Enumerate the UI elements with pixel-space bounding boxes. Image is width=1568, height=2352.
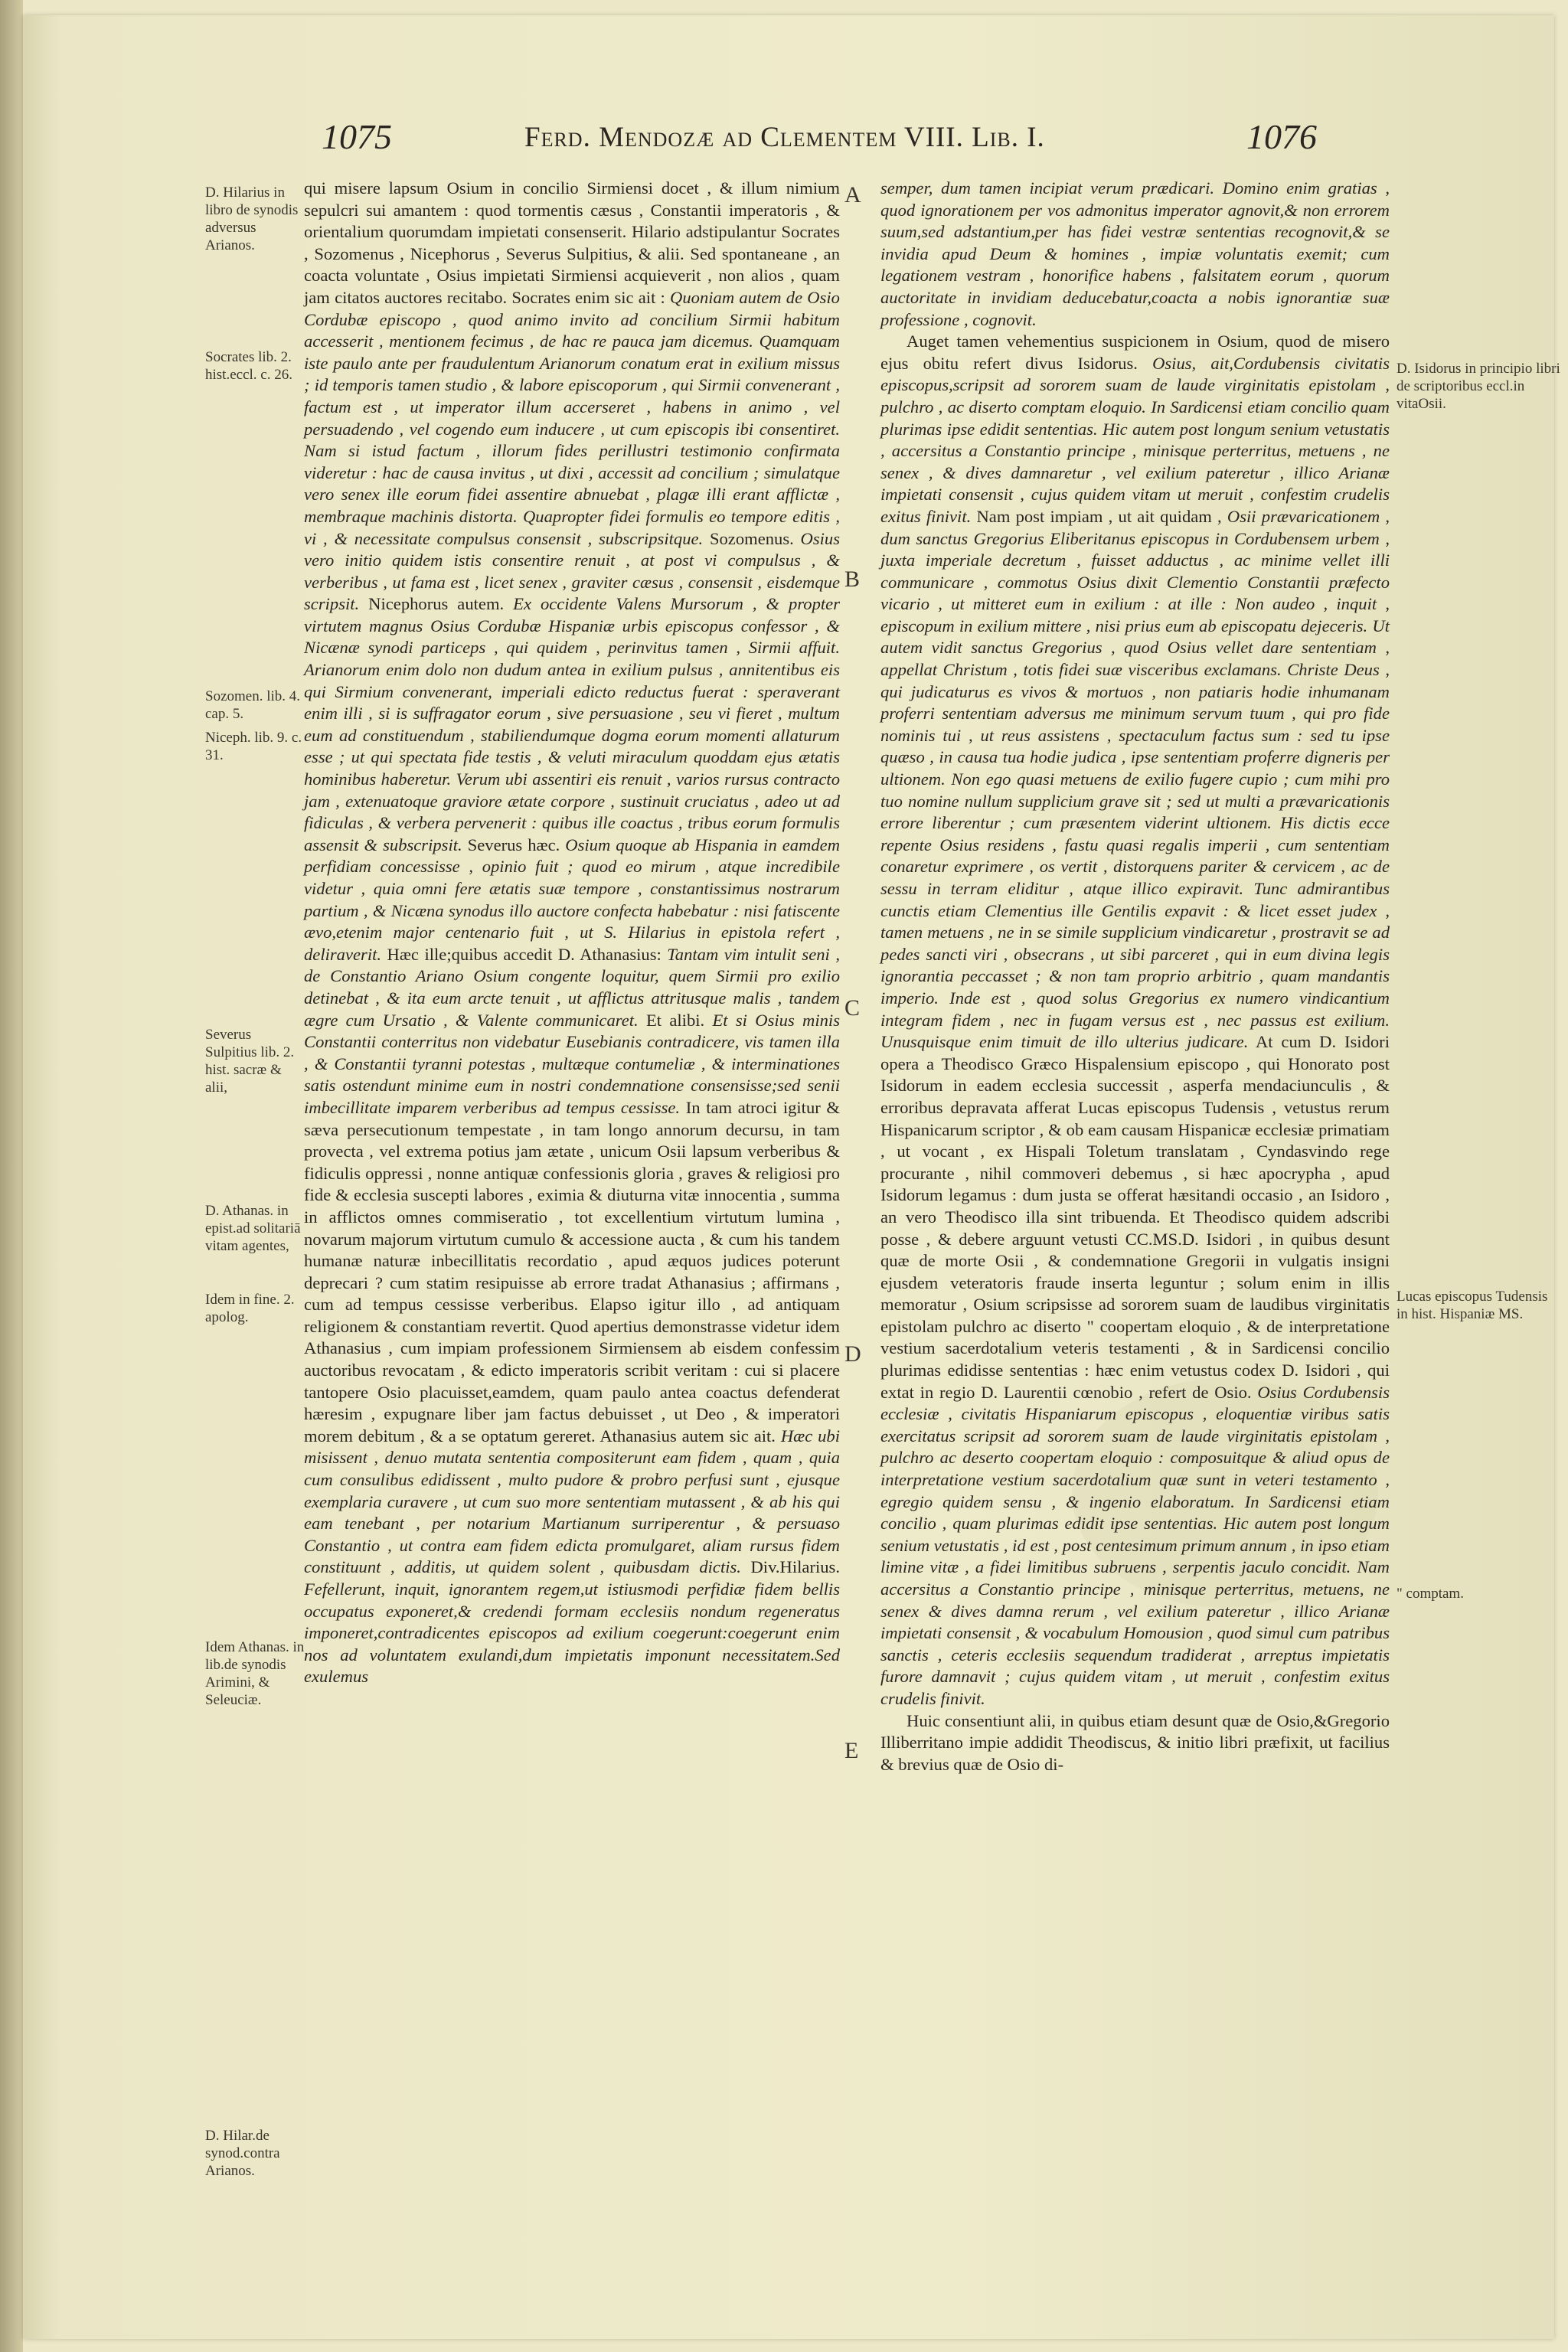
quotation: semper, dum tamen incipiat verum prædicari. Domino enim gratias , quod ignorationem per vos admonitus imperator agnovit,& non errorem suum,sed adstantium,per has fidei vestræ sententias recognovit,& se invidia apud Deum & homines , impiæ voluntatis exemit; cum legationem vestram , honorifice habens , falsitatem eorum , quorum auctoritate in invidiam deducebatur,coacta a nobis ignorantiæ suæ professione , cognovit. (880, 178, 1390, 329)
margin-note: Sozomen. lib. 4. cap. 5. (205, 688, 301, 722)
text-run: In tam atroci igitur & sæva persecutionum tempestate , in tam longo annorum decursu, in tam provecta , vel extrema potius jam ætate , unicum Osii lapsum verberibus & fidiculis oppressi , nonne antiquæ confessionis gloria , graves & religiosi pro fide & ecclesia suscepti labores , eximia & diuturna vitæ innocentia , summa in afflictos omnes commiseratio , tot excellentium virtutum lumina , novarum majorum virtutum cumulo & accessione aucta , & cum his tandem humanæ naturæ inbecillitatis recordatio , apud æquos judices poterunt deprecari ? cum statim resipuisse ab errore tradat Athanasius ; affirmans , cum ad tempus cessisse verberibus. Elapso igitur illo , ad antiquam religionem & constantiam revertit. Quod apertius demonstrasse videtur idem Athanasius , cum impiam professionem Sirmiensem ab eisdem confessim auctoribus revocatam , & edicto imperatoris scribit veritam : cui si placere tantopere Osio placuisset,eamdem, quam paulo antea coactus defenderat hæresim , expugnare liber jam factus debuisset , ut Deo , & imperatori morem debitum , & a se optatum gereret. Athanasius autem sic ait. (304, 1097, 841, 1446)
quotation: Osius, ait,Cordubensis civitatis episcopus,scripsit ad sororem suam de laude virginitatis epistolam , pulchro , ac diserto comptam eloquio. In Sardicensi etiam concilio quam plurimas ipse edidit sententias. Hic autem post longum senium vetustatis , accersitus a Constantio principe , minisque perterritus, metuens , ne senex , & dives damnaretur , vel exilium pateretur , illico Arianæ impietati consensit , cujus quidem vitam ut meruit , confestim crudelis exitus finivit. (880, 353, 1390, 526)
quotation: Osius Cordubensis ecclesiæ , civitatis Hispaniarum episcopus , eloquentiæ viribus satis exercitatus scripsit ad sororem suam de laude virginitatis epistolam , pulchro ac deserto coopertam eloquio : composuitque & aliud opus de interpretatione vestium sacerdotalium quæ sunt in veteri testamento , egregio quidem sensu , & ingenio elaboratum. In Sardicensi etiam concilio , quam plurimas edidit ipse sententias. Hic autem post longum senium vetustatis , id est , post centesimum primum annum , in ipso etiam limine vitæ , a fidei limitibus subruens , serpentis jaculo concidit. Nam accersitus a Constantio principe , minisque perterritus, metuens, ne senex & dives damna rerum , vel exilium pateretur , illico Arianæ impietati consensit , & vocabulum Homousion , quod simul cum patribus sanctis , ceteris ecclesiis sequendum tradiderat , arreptus impietatis furore damnavit ; cujus quidem vitam , ut meruit , confestim exitus crudelis finivit. (880, 1382, 1390, 1708)
paragraph (304, 178, 840, 1688)
text-run: Div.Hilarius. (750, 1557, 840, 1577)
margin-note: Niceph. lib. 9. c. 31. (205, 730, 302, 763)
quotation: Hæc ubi misissent , denuo mutata sententia compositerunt eam fidem , quam , quia cum consulibus edidissent , multo pudore & probro perfusi sunt , ejusque exemplaria curavere , ut cum suo more sententiam mutassent , & ab his qui eam tenebant , per notarium Martianum surriperentur , & persuaso Constantio , ut contra eam fidem edicta promulgaret, aliam rursus fidem constituunt , additis, ut quidem solent , quibusdam dictis. (304, 1426, 840, 1577)
margin-note: D. Athanas. in epist.ad solitariā vitam agentes, (205, 1203, 301, 1254)
quotation: Et si Osius minis Constantii conterritus non videbatur Eusebianis contradicere, vis tamen illa , & Constantii tyranni potestas , multæque contumeliæ , & interminationes satis ostendunt minime eum in nostri condemnatione consensisse;sed senii imbecillitate imparem verberibus ad tempus cessisse. (304, 1010, 841, 1117)
book-gutter (0, 0, 23, 2352)
running-title: Ferd. Mendozæ ad Clementem VIII. Lib. I. (524, 122, 1045, 153)
text-run: Auget tamen vehementius suspicionem in Osium, quod de misero ejus obitu refert divus Isidorus. (880, 332, 1390, 373)
text-run: Nicephorus autem. (368, 594, 505, 614)
text-run: Severus hæc. (467, 835, 560, 854)
margin-note: D. Isidorus in principio libri de scriptoribus eccl.in vitaOsii. (1396, 361, 1560, 412)
section-letter: A (844, 182, 861, 207)
margin-note: Socrates lib. 2. hist.eccl. c. 26. (205, 349, 292, 383)
section-letter: D (844, 1341, 861, 1367)
margin-note: Idem in fine. 2. apolog. (205, 1292, 295, 1325)
margin-note: " comptam. (1396, 1586, 1464, 1602)
text-column-left (304, 178, 840, 1688)
quotation: Tantam vim intulit seni , de Constantio Ariano Osium congente loquitur, quem Sirmii pro exilio detinebat , & ita eum arcte tenuit , ut afflictus attritusque malis , tandem ægre cum Ursatio , & Valente communicaret. (304, 944, 840, 1030)
margin-note: Idem Athanas. in lib.de synodis Arimini, & Seleuciæ. (205, 1639, 305, 1708)
margin-note: D. Hilar.de synod.contra Arianos. (205, 2128, 280, 2179)
page-number-right: 1076 (1246, 117, 1317, 156)
paragraph (880, 178, 1390, 331)
text-column-right (880, 178, 1390, 1775)
margin-note: Severus Sulpitius lib. 2. hist. sacræ & alii, (205, 1027, 295, 1096)
quotation: Quoniam autem de Osio Cordubæ episcopo , quod animo invito ad concilium Sirmii habitum accesserit , mentionem fecimus , de hac re pauca jam dicemus. Quamquam iste paulo ante per fraudulentum Arianorum conatum erat in exilium missus ; id temporis tamen studio , & labore episcoporum , qui Sirmii convenerant , factum est , ut imperator illum accerseret , habens in animo , vel persuadendo , vel cogendo eum inducere , ut cum episcopis ibi consentiret. Nam si istud factum , illorum fides perillustri testimonio confirmata videretur : hac de causa invitus , ut dixi , accessit ad concilium ; simulatque vero senex ille eorum fidei assentire abnuebat , plagæ illi erant afflictæ , membraque machinis distorta. Quapropter fidei formulis eo tempore editis , vi , & necessitate compulsus consensit , subscripsitque. (304, 287, 840, 548)
running-header (322, 116, 1317, 162)
text-run: Hæc ille;quibus accedit D. Athanasius: (387, 944, 662, 964)
quotation: Osius vero initio quidem istis consentire renuit , at post vi compulsus , & verberibus , ut fama est , licet senex , graviter cæsus , consensit , eisdemque scripsit. (304, 528, 840, 614)
quotation: Ex occidente Valens Mursorum , & propter virtutem magnus Osius Cordubæ Hispaniæ urbis episcopus confessor , & Nicænæ synodi particeps , qui quidem , perinvitus tamen , Sirmii affuit. Arianorum enim dolo non dudum antea in exilium pulsus , annitentibus eis qui Sirmium convenerant, imperiali edicto reductus fuerat : speraverant enim illi , si is suffragator eorum , sive persuasione , seu vi fieret , multum eum ad constituendum , stabiliendumque dogma eorum momenti allaturum esse ; ut qui spectata fide testis , & veluti miraculum quoddam ejus ætatis hominibus haberetur. Verum ubi assentiri eis renuit , varios rursus contracto jam , extenuatoque graviore ætate corpore , sustinuit cruciatus , adeo ut ad fidiculas , & verbera pervenerit : quibus ille coactus , tribus eorum formulis assensit & subscripsit. (304, 594, 840, 854)
margin-note: D. Hilarius in libro de synodis adversus Arianos. (205, 185, 299, 253)
paragraph (880, 1710, 1390, 1776)
text-run: At cum D. Isidori opera a Theodisco Græco Hispalensium episcopo , qui Honorato post Isidorum in eadem ecclesia successit , asperfa mendaciunculis , & erroribus depravata afferat Lucas episcopus Tudensis , vetustus rerum Hispanicarum scriptor , & ob eam causam Hispanicæ ecclesiæ primatiam , ut vocant , ex Hispali Toletum translatam , Cyndasvindo rege procurante , nihil commoveri debemus , si hæc apocrypha , apud Isidorum legamus : dum justa se offerat hæsitandi occasio , an Isidoro , an vero Theodisco illa sint tribuenda. Et Theodisco quidem adscribi posse , & debere arguunt vetusti CC.MS.D. Isidori , in quibus desunt quæ de morte Osii , & condemnatione Gregorii in vulgatis insigni ejusdem veteratoris fraude inserta leguntur ; solum enim in illis memoratur , Osium scripsisse ad sororem suam de laudibus virginitatis epistolam pulchro ac diserto " coopertam eloquio , & de interpretatione vestium sacerdotalium veteris testamenti , & in Sardicensi concilio plurimas edidisse sententias : hæc enim vetustus codex D. Isidori , qui extat in regio D. Laurentii cœnobio , refert de Osio. (880, 1032, 1390, 1402)
text-run: Sozomenus. (709, 528, 794, 548)
quotation: Fefellerunt, inquit, ignorantem regem,ut istiusmodi perfidiæ fidem bellis occupatus exponeret,& credendi formam ecclesiis nondum regeneratus imponeret,contradicentes episcopos ad exilium coegerunt:coegerunt enim nos ad voluntatem exulandi,dum impietatis imponunt necessitatem.Sed exulemus (304, 1579, 840, 1687)
text-run: Nam post impiam , ut ait quidam , (976, 506, 1222, 526)
margin-note: Lucas episcopus Tudensis in hist. Hispaniæ MS. (1396, 1289, 1548, 1322)
text-run: Et alibi. (645, 1010, 705, 1030)
page-number-left: 1075 (322, 117, 392, 156)
text-run: Huic consentiunt alii, in quibus etiam desunt quæ de Osio,&Gregorio Illiberritano impie addidit Theodiscus, & initio libri præfixit, ut facilius & brevius quæ de Osio di- (880, 1710, 1390, 1774)
section-letter: E (844, 1738, 859, 1763)
section-letter: C (844, 995, 861, 1021)
section-letter: B (844, 567, 861, 592)
quotation: Osium quoque ab Hispania in eamdem perfidiam concessisse , opinio fuit ; quod eo mirum , atque incredibile videtur , quia omni fere ætatis suæ tempore , constantissimus nostrarum partium , & Nicæna synodus illo auctore confecta habebatur : nisi fatiscente ævo,etenim major centenario fuit , ut S. Hilarius in epistola refert , deliraverit. (304, 835, 841, 964)
text-run: qui misere lapsum Osium in concilio Sirmiensi docet , & illum nimium sepulcri sui amantem : quod tormentis cæsus , Constantii imperatoris , & orientalium quorumdam impietati consenserit. Hilario adstipulantur Socrates , Sozomenus , Nicephorus , Severus Sulpitius, & alii. Sed spontaneane , an coacta voluntate , Osius impietati Sirmiensi acquieverit , non alios , quam jam citatos auctores recitabo. Socrates enim sic ait : (304, 178, 840, 307)
paragraph (880, 331, 1390, 1710)
quotation: Osii prævaricationem , dum sanctus Gregorius Eliberitanus episcopus in Cordubensem urbem , juxta imperiale decretum , fuisset adductus , ac minime vellet illi communicare , commotus Osius dixit Clementio Constantii præfecto vicario , ut mitteret eum in exilium : at ille : Non audeo , inquit , episcopum in exilium mittere , nisi prius eum ab episcopatu dejeceris. Ut autem vidit sanctus Gregorius , quod Osius vellet dare sententiam , appellat Christum , totis fidei suæ visceribus exclamans. Christe Deus , qui judicaturus es vivos & mortuos , non patiaris hodie inhumanam proferri sententiam adversus me minimum servum tuum , qui pro fide nominis tui , ut reus assistens , spectaculum factus sum : sed tu ipse quæso , in causa tua hodie judica , ipse sententiam proferre digneris per ultionem. Non ego quasi metuens de exilio fugere cupio ; cum mihi pro tuo nomine nullum supplicium grave sit ; sed ut multi a prævaricationis errore liberentur ; cum præsentem viderint ultionem. His dictis ecce repente Osius residens , fastu quasi regalis imperii , cum sententiam conaretur exprimere , os vertit , distorquens pariter & cervicem , ac de sessu in terram eliditur , atque illico expiravit. Tunc admirantibus cunctis etiam Clementius ille Gentilis expavit : & licet esset judex , tamen metuens , ne in se simile supplicium vindicaretur , prostravit se ad pedes sancti viri , obsecrans , ut sibi parceret , qui in eum divina legis ignorantia peccasset ; & non tam proprio arbitrio , quam mandantis imperio. Inde est , quod solus Gregorius ex numero vindicantium integram fidem , nec in fugam versus est , nec passus est exilium. Unusquisque enim timuit de illo ulterius judicare. (880, 506, 1390, 1052)
